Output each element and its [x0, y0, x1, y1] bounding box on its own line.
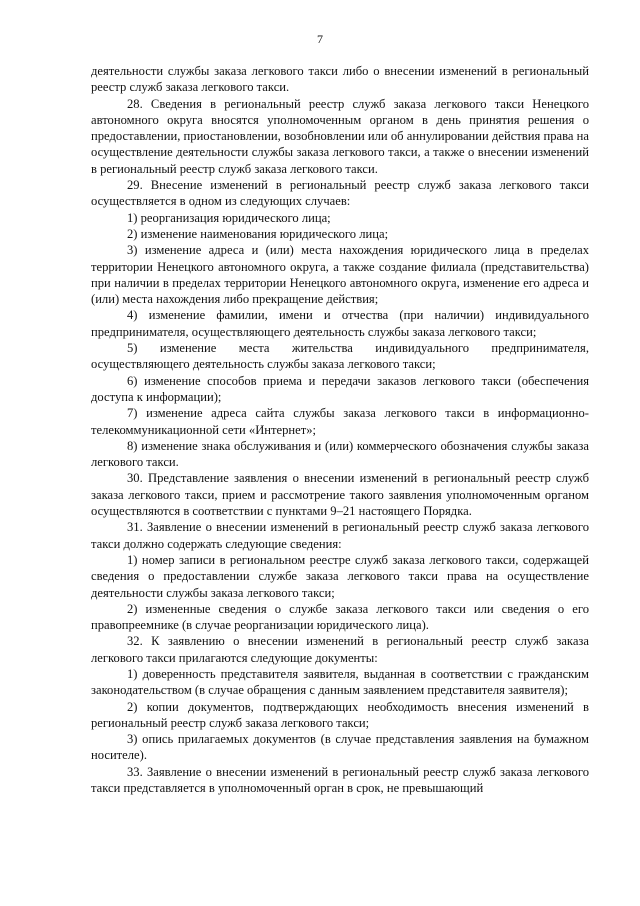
list-item-29-2: 2) изменение наименования юридического лица; [127, 226, 389, 241]
list-item-29-5: 5) изменение места жительства индивидуального предпринимателя, осуществляющего деятельность службы заказа легкового такси; [91, 341, 589, 372]
page-number: 7 [317, 32, 323, 46]
paragraph-28: 28. Сведения в региональный реестр служб заказа легкового такси Ненецкого автономного округа вносятся уполномоченным органом в день принятия решения о предоставлении, приостановлении, возобновлении или об аннулировании действия права на осуществление деятельности службы заказа легкового такси, а также о внесении изменений в региональный реестр служб заказа легкового такси. [91, 96, 589, 176]
list-item-32-1: 1) доверенность представителя заявителя, выданная в соответствии с гражданским законодательством (в случае обращения с данным заявлением представителя заявителя); [91, 666, 589, 698]
list-item-32-2: 2) копии документов, подтверждающих необходимость внесения изменений в региональный реестр служб заказа легкового такси; [91, 699, 589, 730]
list-item-31-1: 1) номер записи в региональном реестре служб заказа легкового такси, содержащей сведения о предоставлении службе заказа легкового такси права на осуществление деятельности службы заказа легкового такси; [91, 552, 589, 600]
paragraph-continuation: деятельности службы заказа легкового такси либо о внесении изменений в региональный реестр служб заказа легкового такси. [91, 64, 589, 95]
paragraph-33: 33. Заявление о внесении изменений в региональный реестр служб заказа легкового такси представляется в уполномоченный орган в срок, не превышающий [91, 764, 589, 796]
list-item-29-8: 8) изменение знака обслуживания и (или) коммерческого обозначения службы заказа легкового такси. [91, 438, 589, 470]
list-item-29-1: 1) реорганизация юридического лица; [127, 210, 331, 225]
list-item-32-3: 3) опись прилагаемых документов (в случае представления заявления на бумажном носителе). [91, 732, 589, 763]
paragraph-29: 29. Внесение изменений в региональный реестр служб заказа легкового такси осуществляется в одном из следующих случаев: [91, 178, 589, 209]
list-item-29-3: 3) изменение адреса и (или) места нахождения юридического лица в пределах территории Ненецкого автономного округа, а также создание филиала (представительства) при наличии в пределах территории Ненецкого автономного округа, изменение его адреса и (или) места нахождения либо прекращение действия; [91, 243, 589, 307]
paragraph-30: 30. Представление заявления о внесении изменений в региональный реестр служб заказа легкового такси, прием и рассмотрение такого заявления уполномоченным органом осуществляются в соответствии с пунктами 9–21 настоящего Порядка. [91, 471, 589, 519]
list-item-29-4: 4) изменение фамилии, имени и отчества (при наличии) индивидуального предпринимателя, осуществляющего деятельность службы заказа легкового такси; [91, 308, 589, 339]
list-item-29-7: 7) изменение адреса сайта службы заказа легкового такси в информационно-телекоммуникационной сети «Интернет»; [91, 406, 589, 437]
list-item-31-2: 2) измененные сведения о службе заказа легкового такси или сведения о его правопреемнике (в случае реорганизации юридического лица). [91, 601, 589, 633]
paragraph-32: 32. К заявлению о внесении изменений в региональный реестр служб заказа легкового такси прилагаются следующие документы: [91, 634, 589, 665]
paragraph-31: 31. Заявление о внесении изменений в региональный реестр служб заказа легкового такси должно содержать следующие сведения: [91, 520, 589, 551]
list-item-29-6: 6) изменение способов приема и передачи заказов легкового такси (обеспечения доступа к информации); [91, 373, 589, 404]
body-text [91, 63, 589, 796]
